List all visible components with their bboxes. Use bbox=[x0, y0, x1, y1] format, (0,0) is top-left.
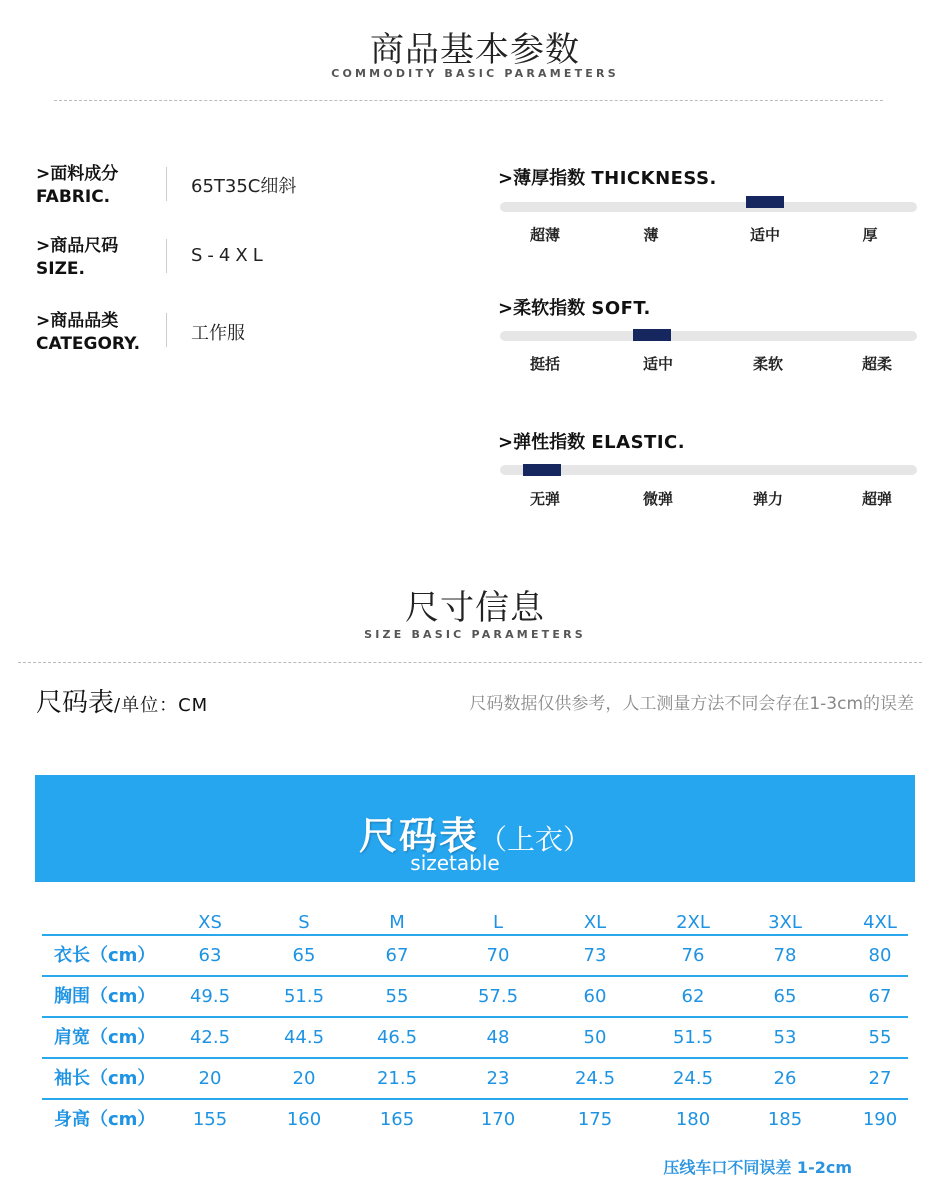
table-cell: 48 bbox=[486, 1027, 510, 1048]
table-cell: 23 bbox=[486, 1068, 510, 1089]
row-label: 衣长（cm） bbox=[54, 945, 156, 966]
table-cell: 26 bbox=[773, 1068, 797, 1089]
table-cell: 80 bbox=[868, 945, 892, 966]
param-separator bbox=[166, 239, 167, 273]
table-row bbox=[42, 1059, 908, 1100]
column-header: M bbox=[389, 912, 405, 933]
table-cell: 73 bbox=[583, 945, 607, 966]
index-marker bbox=[523, 464, 561, 476]
size-info-subtitle: SIZE BASIC PARAMETERS bbox=[364, 628, 586, 641]
tick-label: 挺括 bbox=[529, 355, 560, 373]
table-cell: 65 bbox=[773, 986, 797, 1007]
param-category-label: >商品品类 CATEGORY. bbox=[36, 311, 141, 354]
table-cell: 49.5 bbox=[189, 986, 231, 1007]
table-cell: 76 bbox=[681, 945, 705, 966]
table-cell: 42.5 bbox=[189, 1027, 231, 1048]
param-fabric-label: >面料成分 FABRIC. bbox=[36, 164, 119, 207]
divider bbox=[18, 662, 922, 663]
table-cell: 155 bbox=[192, 1109, 228, 1130]
param-separator bbox=[166, 167, 167, 201]
column-header: L bbox=[492, 912, 504, 933]
divider bbox=[54, 100, 883, 101]
table-cell: 53 bbox=[773, 1027, 797, 1048]
tick-label: 适中 bbox=[749, 226, 780, 244]
table-cell: 170 bbox=[480, 1109, 516, 1130]
table-row bbox=[42, 1100, 908, 1139]
param-category-value: 工作服 bbox=[191, 323, 245, 344]
tick-label: 薄 bbox=[643, 226, 659, 244]
table-cell: 165 bbox=[379, 1109, 415, 1130]
size-table-heading: 尺码表/单位：CM bbox=[36, 688, 209, 718]
table-cell: 24.5 bbox=[574, 1068, 616, 1089]
index-track bbox=[500, 465, 917, 475]
banner-subtitle: sizetable bbox=[410, 851, 500, 875]
column-header: 3XL bbox=[768, 912, 802, 933]
table-cell: 20 bbox=[198, 1068, 222, 1089]
table-cell: 70 bbox=[486, 945, 510, 966]
table-cell: 190 bbox=[862, 1109, 898, 1130]
table-cell: 67 bbox=[868, 986, 892, 1007]
row-label: 胸围（cm） bbox=[54, 986, 156, 1007]
tick-label: 超弹 bbox=[861, 490, 892, 508]
table-row bbox=[42, 936, 908, 977]
table-header-row bbox=[42, 904, 908, 936]
table-cell: 63 bbox=[198, 945, 222, 966]
table-cell: 62 bbox=[681, 986, 705, 1007]
row-label: 肩宽（cm） bbox=[54, 1027, 156, 1048]
table-cell: 185 bbox=[767, 1109, 803, 1130]
table-cell: 60 bbox=[583, 986, 607, 1007]
index-soft-title: >柔软指数 SOFT. bbox=[498, 298, 651, 319]
size-table bbox=[42, 904, 908, 1139]
tick-label: 弹力 bbox=[752, 490, 783, 508]
tick-label: 超薄 bbox=[529, 226, 560, 244]
table-cell: 180 bbox=[675, 1109, 711, 1130]
column-header: XS bbox=[198, 912, 222, 933]
row-label: 袖长（cm） bbox=[54, 1068, 156, 1089]
table-cell: 44.5 bbox=[283, 1027, 325, 1048]
table-cell: 21.5 bbox=[376, 1068, 418, 1089]
column-header: 2XL bbox=[676, 912, 710, 933]
basic-params-subtitle: COMMODITY BASIC PARAMETERS bbox=[331, 67, 619, 80]
size-table-banner bbox=[35, 775, 915, 882]
index-marker bbox=[746, 196, 784, 208]
table-row bbox=[42, 977, 908, 1018]
table-cell: 27 bbox=[868, 1068, 892, 1089]
table-cell: 57.5 bbox=[477, 986, 519, 1007]
index-elastic-title: >弹性指数 ELASTIC. bbox=[498, 432, 686, 453]
table-cell: 78 bbox=[773, 945, 797, 966]
size-info-title: 尺寸信息 bbox=[405, 588, 545, 628]
param-separator bbox=[166, 313, 167, 347]
table-cell: 51.5 bbox=[283, 986, 325, 1007]
table-cell: 50 bbox=[583, 1027, 607, 1048]
param-size-label: >商品尺码 SIZE. bbox=[36, 236, 119, 279]
table-cell: 65 bbox=[292, 945, 316, 966]
param-size-value: S-4XL bbox=[191, 245, 268, 266]
column-header: XL bbox=[583, 912, 607, 933]
tick-label: 适中 bbox=[642, 355, 673, 373]
basic-params-title: 商品基本参数 bbox=[370, 30, 580, 70]
index-track bbox=[500, 202, 917, 212]
param-fabric-value: 65T35C细斜 bbox=[191, 176, 297, 197]
index-thickness-title: >薄厚指数 THICKNESS. bbox=[498, 168, 717, 189]
table-cell: 24.5 bbox=[672, 1068, 714, 1089]
footer-note: 压线车口不同误差 1-2cm bbox=[663, 1158, 852, 1177]
table-cell: 20 bbox=[292, 1068, 316, 1089]
table-cell: 55 bbox=[385, 986, 409, 1007]
row-label: 身高（cm） bbox=[54, 1109, 156, 1130]
tick-label: 微弹 bbox=[642, 490, 673, 508]
table-cell: 55 bbox=[868, 1027, 892, 1048]
size-note: 尺码数据仅供参考，人工测量方法不同会存在1-3cm的误差 bbox=[469, 694, 914, 714]
table-cell: 175 bbox=[577, 1109, 613, 1130]
table-cell: 46.5 bbox=[376, 1027, 418, 1048]
column-header: 4XL bbox=[863, 912, 897, 933]
table-row bbox=[42, 1018, 908, 1059]
table-cell: 67 bbox=[385, 945, 409, 966]
index-track bbox=[500, 331, 917, 341]
tick-label: 柔软 bbox=[752, 355, 783, 373]
banner-title: 尺码表（上衣） bbox=[358, 814, 592, 858]
table-cell: 160 bbox=[286, 1109, 322, 1130]
tick-label: 超柔 bbox=[861, 355, 892, 373]
tick-label: 无弹 bbox=[529, 490, 560, 508]
column-header: S bbox=[298, 912, 310, 933]
tick-label: 厚 bbox=[862, 226, 878, 244]
table-cell: 51.5 bbox=[672, 1027, 714, 1048]
index-marker bbox=[633, 329, 671, 341]
